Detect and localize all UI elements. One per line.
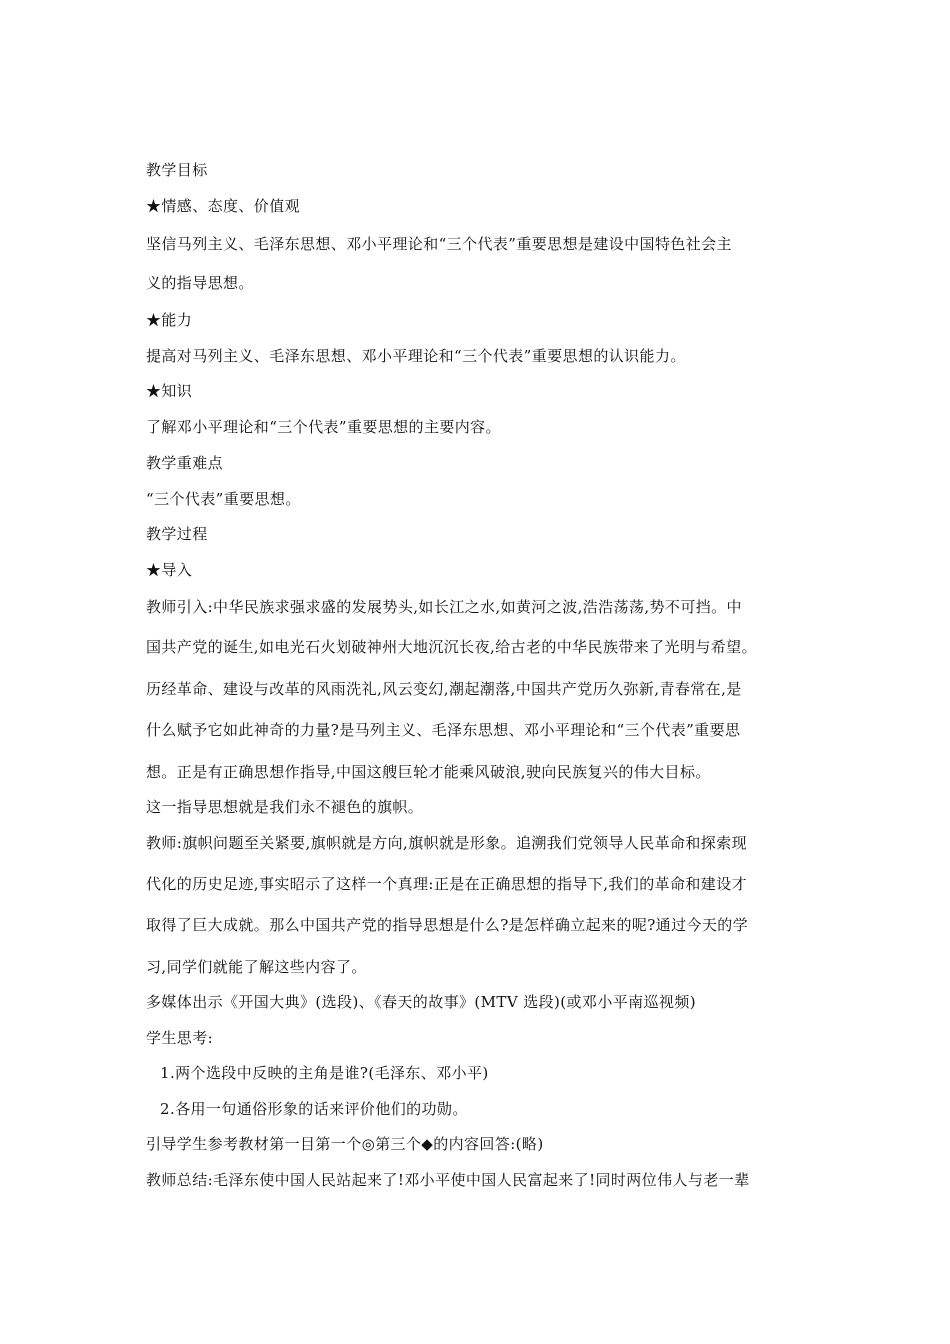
- subheading-introduction: ★导入: [146, 561, 193, 579]
- heading-teaching-goals: 教学目标: [146, 161, 208, 179]
- paragraph-line: 想。正是有正确思想作指导,中国这艘巨轮才能乘风破浪,驶向民族复兴的伟大目标。: [146, 763, 711, 781]
- paragraph-line: 教师引入:中华民族求强求盛的发展势头,如长江之水,如黄河之波,浩浩荡荡,势不可挡。中: [146, 598, 742, 616]
- paragraph-line: 什么赋予它如此神奇的力量?是马列主义、毛泽东思想、邓小平理论和“三个代表”重要思: [146, 721, 741, 739]
- paragraph-line: 引导学生参考教材第一目第一个◎第三个◆的内容回答:(略): [146, 1135, 544, 1153]
- paragraph-line: 历经革命、建设与改革的风雨洗礼,风云变幻,潮起潮落,中国共产党历久弥新,青春常在,是: [146, 680, 742, 698]
- subheading-ability: ★能力: [146, 311, 193, 329]
- paragraph-line: 这一指导思想就是我们永不褪色的旗帜。: [146, 798, 424, 816]
- heading-teaching-process: 教学过程: [146, 525, 208, 543]
- paragraph-line: 教师总结:毛泽东使中国人民站起来了!邓小平使中国人民富起来了!同时两位伟人与老一辈: [146, 1171, 750, 1189]
- paragraph-line: 代化的历史足迹,事实昭示了这样一个真理:正是在正确思想的指导下,我们的革命和建设才: [146, 875, 747, 893]
- paragraph-line: 提高对马列主义、毛泽东思想、邓小平理论和“三个代表”重要思想的认识能力。: [146, 347, 686, 365]
- paragraph-line: 义的指导思想。: [146, 274, 254, 292]
- paragraph-line: 学生思考:: [146, 1029, 214, 1047]
- paragraph-line: 习,同学们就能了解这些内容了。: [146, 958, 367, 976]
- paragraph-line: 坚信马列主义、毛泽东思想、邓小平理论和“三个代表”重要思想是建设中国特色社会主: [146, 235, 732, 253]
- paragraph-line: 教师:旗帜问题至关紧要,旗帜就是方向,旗帜就是形象。追溯我们党领导人民革命和探索现: [146, 834, 747, 852]
- list-item: 1.两个选段中反映的主角是谁?(毛泽东、邓小平): [160, 1064, 489, 1082]
- list-item: 2.各用一句通俗形象的话来评价他们的功勋。: [160, 1100, 468, 1118]
- subheading-emotion-attitude-values: ★情感、态度、价值观: [146, 197, 301, 215]
- paragraph-line: “三个代表”重要思想。: [146, 490, 301, 508]
- paragraph-line: 取得了巨大成就。那么中国共产党的指导思想是什么?是怎样确立起来的呢?通过今天的学: [146, 916, 749, 934]
- paragraph-line: 国共产党的诞生,如电光石火划破神州大地沉沉长夜,给古老的中华民族带来了光明与希望。: [146, 638, 757, 656]
- heading-key-difficult-points: 教学重难点: [146, 454, 224, 472]
- paragraph-line: 多媒体出示《开国大典》(选段)、《春天的故事》(MTV 选段)(或邓小平南巡视频): [146, 993, 696, 1011]
- document-page: [146, 0, 826, 1344]
- subheading-knowledge: ★知识: [146, 382, 193, 400]
- paragraph-line: 了解邓小平理论和“三个代表”重要思想的主要内容。: [146, 418, 501, 436]
